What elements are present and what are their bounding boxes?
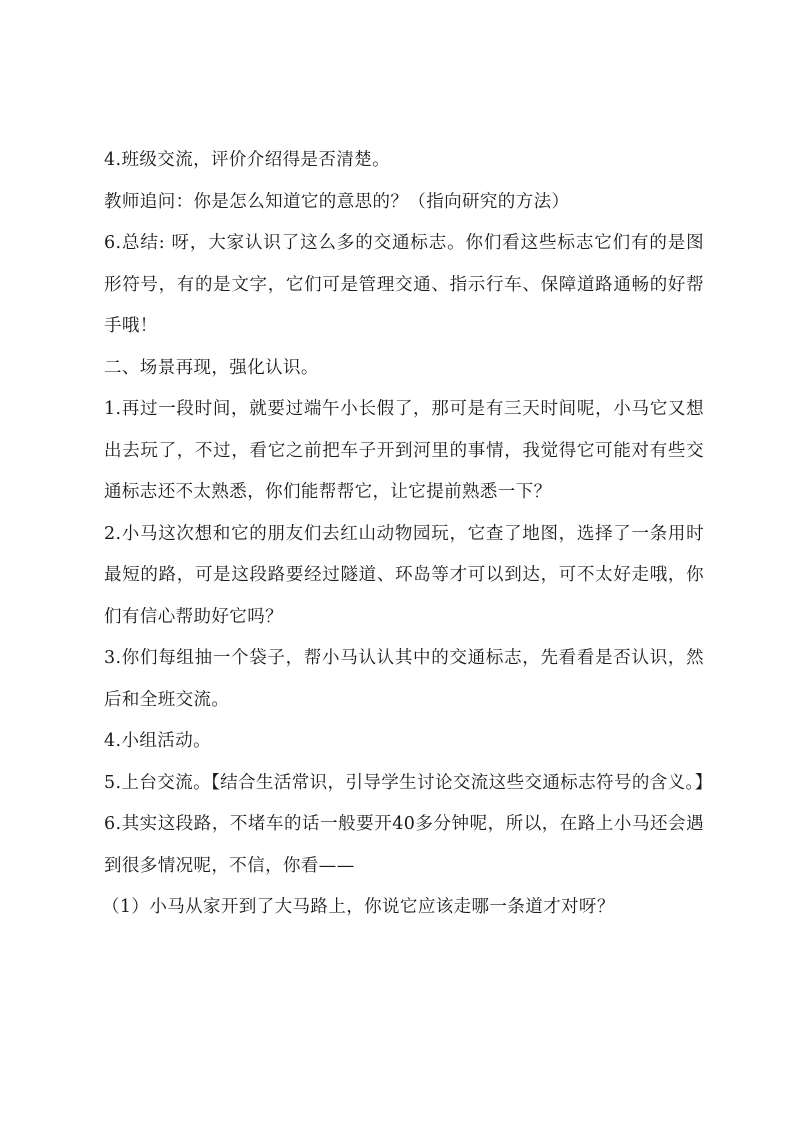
paragraph-step-4: 4.小组活动。 [104, 731, 211, 751]
paragraph-step-1: 1.再过一段时间，就要过端午小长假了，那可是有三天时间呢，小马它又想出去玩了，不过，看它之前把车子开到河里的事情，我觉得它可能对有些交通标志还不太熟悉，你们能帮帮它，让它提前熟悉一下？ [104, 399, 704, 502]
paragraph-step-6: 6.其实这段路，不堵车的话一般要开40多分钟呢，所以，在路上小马还会遇到很多情况呢，不信，你看—— [104, 814, 704, 876]
paragraph-step-2: 2.小马这次想和它的朋友们去红山动物园玩，它查了地图，选择了一条用时最短的路，可是这段路要经过隧道、环岛等才可以到达，可不太好走哦，你们有信心帮助好它吗？ [104, 523, 704, 627]
paragraph-summary: 6.总结: 呀，大家认识了这么多的交通标志。你们看这些标志它们有的是图形符号，有的是文字，它们可是管理交通、指示行车、保障道路通畅的好帮手哦！ [104, 233, 704, 336]
paragraph-step-5: 5.上台交流。【结合生活常识，引导学生讨论交流这些交通标志符号的含义。】 [104, 772, 713, 793]
paragraph-teacher-question: 教师追问：你是怎么知道它的意思的？（指向研究的方法） [104, 191, 570, 212]
document-body [102, 140, 713, 929]
paragraph-class-exchange: 4.班级交流，评价介绍得是否清楚。 [104, 150, 390, 170]
section-heading-scene-reproduction: 二、场景再现，强化认识。 [104, 357, 319, 378]
paragraph-step-3: 3.你们每组抽一个袋子，帮小马认认其中的交通标志，先看看是否认识，然后和全班交流。 [104, 648, 704, 710]
paragraph-sub-item-1: （1）小马从家开到了大马路上，你说它应该走哪一条道才对呀？ [102, 897, 615, 917]
